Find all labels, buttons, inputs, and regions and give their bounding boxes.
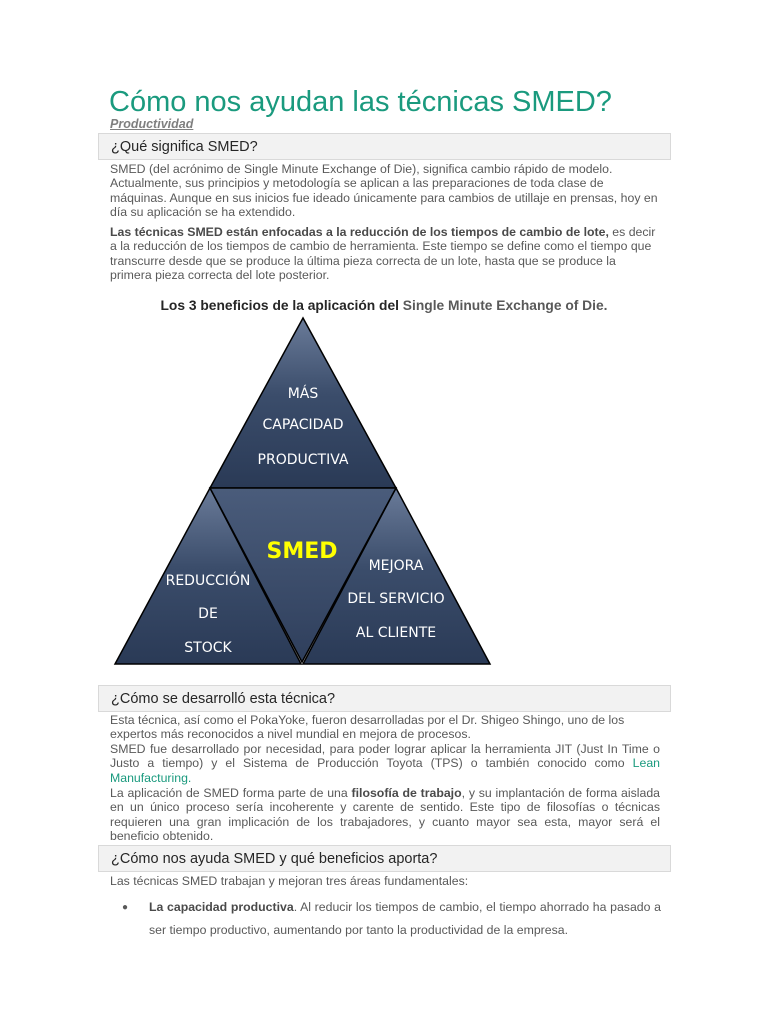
- pyramid-top-line-1: MÁS: [287, 386, 319, 402]
- history-paragraph-3-text-b: , y su implantación de forma aislada en un único proceso sería incoherente y carente de sentido. Este tipo de filosofías o técnicas requieren una gran implicación de los trabajadores, y cuanto mayor sea esta, mayor será el beneficio obtenido.: [110, 786, 661, 844]
- history-paragraph-2-text: SMED fue desarrollado por necesidad, para poder lograr aplicar la herramienta JIT (Just In Time o Justo a tiempo) y el Sistema de Producción Toyota (TPS) o también conocido como: [110, 742, 660, 771]
- section-heading-what-is: ¿Qué significa SMED?: [98, 133, 671, 160]
- smed-benefits-pyramid: [110, 316, 495, 670]
- history-paragraph-3-bold: filosofía de trabajo: [351, 786, 462, 800]
- pyramid-left-line-2: DE: [198, 606, 218, 622]
- pyramid-center-label: SMED: [266, 539, 338, 564]
- benefits-intro: Las técnicas SMED trabajan y mejoran tres áreas fundamentales:: [110, 874, 469, 888]
- section-heading-benefits: ¿Cómo nos ayuda SMED y qué beneficios aporta?: [98, 845, 671, 872]
- pyramid-left-line-1: REDUCCIÓN: [165, 573, 251, 589]
- pyramid-top-line-2: CAPACIDAD: [262, 417, 344, 433]
- section-heading-history: ¿Cómo se desarrolló esta técnica?: [98, 685, 671, 712]
- intro-paragraph-2-text: es decir a la reducción de los tiempos de cambio de herramienta. Este tiempo se define como el tiempo que transcurre desde que se produce la última pieza correcta de un lote, hasta que se produce la primera pieza correcta del lote posterior.: [110, 225, 656, 283]
- pyramid-right-line-2: DEL SERVICIO: [347, 591, 445, 607]
- benefit-capacity-bold: La capacidad productiva: [149, 900, 294, 914]
- pyramid-caption-bold: Los 3 beneficios de la aplicación del: [160, 298, 403, 313]
- pyramid-right-line-3: AL CLIENTE: [355, 625, 437, 641]
- page-title: Cómo nos ayudan las técnicas SMED?: [109, 86, 612, 118]
- intro-paragraph-2: [110, 225, 660, 283]
- benefit-capacity-rest: . Al reducir los tiempos de cambio, el tiempo ahorrado ha pasado a ser tiempo productivo, aumentando por tanto la productividad de la empresa.: [149, 900, 661, 937]
- history-paragraph-3-text-a: La aplicación de SMED forma parte de una: [110, 786, 352, 800]
- history-paragraph-3: [110, 786, 660, 844]
- bullet-icon: ●: [122, 902, 129, 913]
- category-link[interactable]: Productividad: [110, 117, 194, 131]
- intro-paragraph-2-bold: Las técnicas SMED están enfocadas a la reducción de los tiempos de cambio de lote,: [110, 225, 609, 239]
- history-paragraph-2: [110, 742, 660, 785]
- pyramid-top-line-3: PRODUCTIVA: [257, 452, 349, 468]
- benefit-capacity-text: [149, 896, 661, 942]
- intro-paragraph-1: SMED (del acrónimo de Single Minute Exchange of Die), significa cambio rápido de modelo. Actualmente, sus principios y metodología se aplican a las preparaciones de toda clase de máquinas. Aunque en sus inicios fue ideado únicamente para cambios de utillaje en prensas, hoy en día su aplicación se ha extendido.: [110, 162, 658, 220]
- lean-manufacturing-link[interactable]: Lean Manufacturing.: [110, 756, 660, 785]
- history-paragraph-1: Esta técnica, así como el PokaYoke, fueron desarrolladas por el Dr. Shigeo Shingo, uno de los expertos más reconocidos a nivel mundial en mejora de procesos.: [110, 713, 625, 742]
- pyramid-caption: [0, 298, 768, 313]
- pyramid-caption-term: Single Minute Exchange of Die.: [402, 298, 608, 313]
- pyramid-right-line-1: MEJORA: [368, 558, 424, 574]
- pyramid-left-line-3: STOCK: [184, 640, 232, 656]
